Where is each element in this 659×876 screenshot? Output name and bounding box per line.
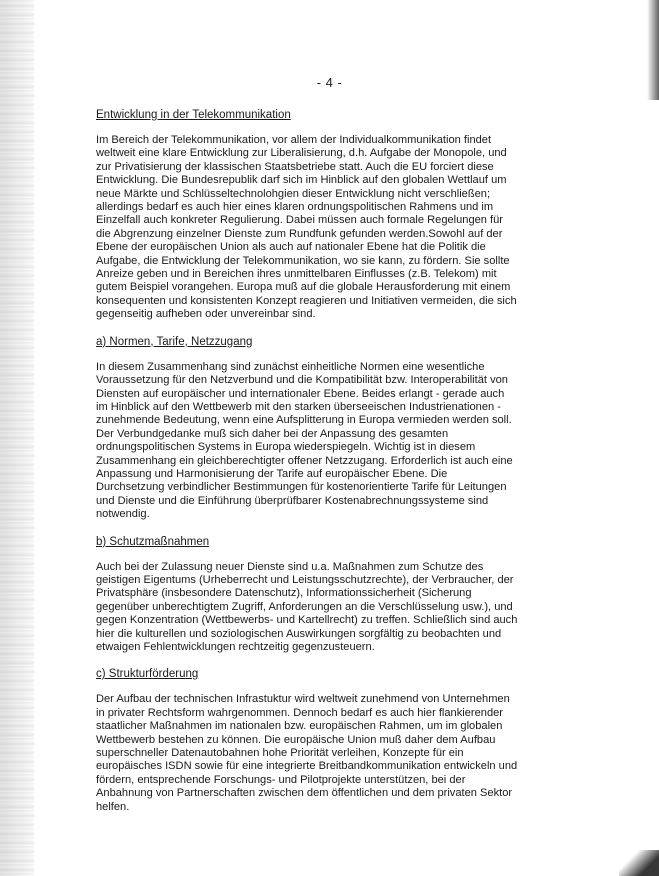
text-line: Zusammenhang ein gleichberechtigter offener Netzzugang. Erforderlich ist auch eine: [96, 454, 513, 467]
text-line: zunehmende Bedeutung, wenn eine Aufsplitterung in Europa vermieden werden soll.: [96, 414, 512, 427]
text-line: in privater Rechtsform wahrgenommen. Dennoch bedarf es auch hier flankierender: [96, 706, 503, 719]
text-line: Einzelfall auch konkreter Regulierung. Dabei müssen auch formale Regelungen für: [96, 214, 504, 227]
text-line: gegen Konzentration (Wettbewerbs- und Kartellrecht) zu treffen. Schließlich sind auch: [96, 614, 518, 627]
section-heading-strukturfoerderung: c) Strukturförderung: [96, 668, 199, 681]
text-line: zur Privatisierung der klassischen Staatsbetriebe statt. Auch die EU forciert diese: [96, 160, 494, 173]
text-line: etwaigen Fehlentwicklungen rechtzeitig gegenzusteuern.: [96, 641, 375, 653]
text-line: weltweit eine klare Entwicklung zur Liberalisierung, d.h. Aufgabe der Monopole, und: [96, 147, 507, 160]
text-line: notwendig.: [96, 508, 150, 521]
text-line: Aufgabe, die Entwicklung der Telekommunikation, wo sie kann, zu fördern. Sie sollte: [96, 254, 510, 267]
text-line: die Abgrenzung einzelner Dienste zum Rundfunk gefunden werden.Sowohl auf der: [96, 227, 503, 240]
text-line: fördern, entsprechende Forschungs- und Pilotprojekte unterstützen, bei der: [96, 773, 466, 786]
text-line: Der Verbundgedanke muß sich daher bei der Anpassung des gesamten: [96, 427, 449, 440]
section-heading-telekommunikation: Entwicklung in der Telekommunikation: [96, 109, 291, 121]
text-line: konsequenten und konsistenten Konzept reagieren und Initiativen vermeiden, die sich: [96, 294, 517, 307]
text-line: staatlicher Maßnahmen im nationalen bzw. europäischen Rahmen, um im globalen: [96, 720, 503, 733]
text-line: gegenseitig aufheben oder unvereinbar sind.: [96, 308, 316, 321]
text-line: superschneller Datenautobahnen hohe Priorität verleihen, Konzepte für ein: [96, 747, 464, 760]
text-line: neue Märkte und Schlüsseltechnolohgien dieser Entwicklung nicht verschließen;: [96, 187, 491, 200]
text-line: Im Bereich der Telekommunikation, vor allem der Individualkommunikation findet: [96, 134, 492, 146]
paragraph-schutzmassnahmen: [96, 561, 528, 655]
text-line: gegenüber unberechtigtem Zugriff, Anforderungen an die Verschlüsselung usw.), und: [96, 600, 513, 613]
text-line: Durchsetzung verbindlicher Bestimmungen für kostenorientierte Tarife für Leitungen: [96, 481, 507, 494]
scan-edge-left: [0, 0, 34, 876]
section-heading-schutzmassnahmen: b) Schutzmaßnahmen: [96, 535, 210, 548]
text-line: Diensten auf europäischer und internationaler Ebene. Beides erlangt - gerade auch: [96, 387, 505, 400]
text-line: Entwicklung. Die Bundesrepublik darf sich im Hinblick auf den globalen Wettlauf um: [96, 174, 507, 187]
document-body: [96, 108, 528, 814]
text-line: In diesem Zusammenhang sind zunächst einheitliche Normen eine wesentliche: [96, 360, 485, 373]
text-line: allerdings bedarf es auch hier eines klaren ordnungspolitischen Rahmens und im: [96, 201, 494, 214]
scan-corner: [619, 850, 659, 876]
paragraph-strukturfoerderung: [96, 693, 528, 814]
text-line: im Hinblick auf den Wettbewerb mit den starken überseeischen Industrienationen -: [96, 400, 501, 413]
text-line: gutem Beispiel vorangehen. Europa muß auf die globale Herausforderung mit einem: [96, 281, 511, 294]
page-number: - 4 -: [316, 75, 343, 90]
paragraph-telekommunikation: [96, 134, 528, 322]
text-line: Auch bei der Zulassung neuer Dienste sind u.a. Maßnahmen zum Schutze des: [96, 560, 484, 573]
paragraph-normen: [96, 361, 528, 522]
text-line: Wettbewerb bestehen zu können. Die europäische Union muß daher dem Aufbau: [96, 733, 496, 746]
text-line: geistigen Eigentums (Urheberrecht und Leistungsschutzrechte), der Verbraucher, der: [96, 573, 514, 586]
text-line: europäisches ISDN sowie für eine integrierte Breitbandkommunikation entwickeln und: [96, 760, 518, 773]
text-line: helfen.: [96, 800, 130, 813]
text-line: Ebene der europäischen Union als auch auf nationaler Ebene hat die Politik die: [96, 241, 486, 254]
text-line: Privatsphäre (insbesondere Datenschutz), Informationssicherheit (Sicherung: [96, 587, 472, 600]
text-line: Anbahnung von Partnerschaften zwischen dem öffentlichen und dem privaten Sektor: [96, 787, 513, 800]
text-line: Anreize geben und in Bereichen ihres unmittelbaren Einflusses (z.B. Telekom) mit: [96, 268, 497, 281]
section-heading-normen: a) Normen, Tarife, Netzzugang: [96, 335, 253, 348]
text-line: Der Aufbau der technischen Infrastuktur wird weltweit zunehmend von Unternehmen: [96, 693, 510, 706]
text-line: hier die kulturellen und soziologischen Auswirkungen sorgfältig zu beobachten und: [96, 627, 502, 640]
text-line: und Dienste und die Einführung überprüfbarer Kostenabrechnungssysteme sind: [96, 494, 489, 507]
text-line: ordnungspolitischen Systems in Europa wiederspiegeln. Wichtig ist in diesem: [96, 441, 476, 454]
text-line: Voraussetzung für den Netzverbund und die Kompatibilität bzw. Interoperabilität von: [96, 374, 508, 387]
text-line: Anpassung und Harmonisierung der Tarife auf europäischer Ebene. Die: [96, 467, 448, 480]
